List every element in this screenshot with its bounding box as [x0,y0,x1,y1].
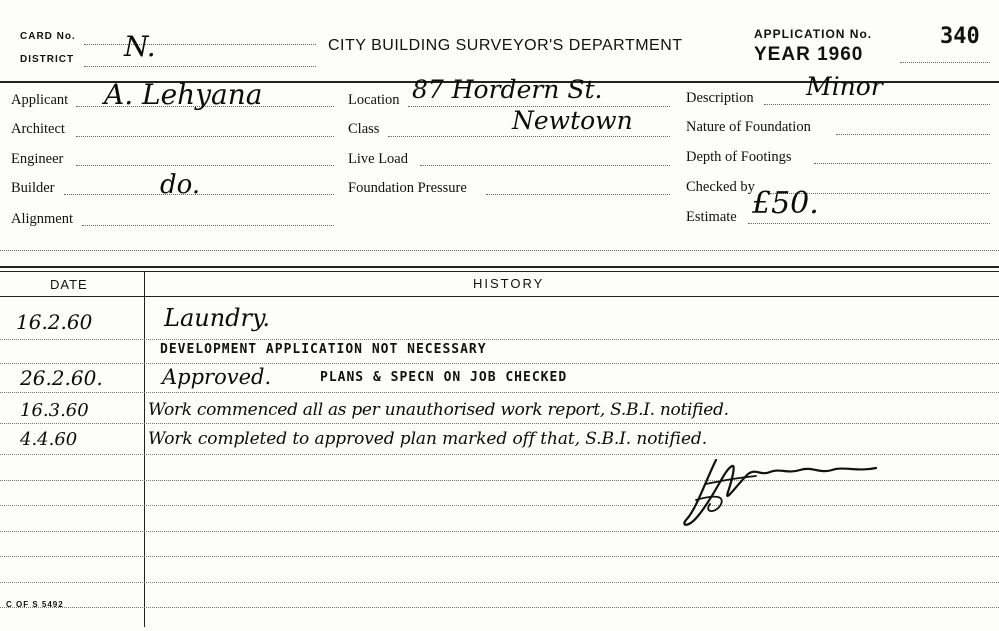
class-line [388,136,670,137]
description-line [764,104,990,105]
architect-label: Architect [11,121,65,137]
location-label: Location [348,92,400,108]
history-column-header: HISTORY [473,276,545,291]
history-row-2-stamp: DEVELOPMENT APPLICATION NOT NECESSARY [160,342,487,357]
department-title: CITY BUILDING SURVEYOR'S DEPARTMENT [328,37,683,54]
date-column-divider [144,272,145,627]
form-code: C OF S 5492 [6,600,64,609]
history-row-3-stamp: PLANS & SPECN ON JOB CHECKED [320,370,568,385]
history-row-5-entry: Work completed to approved plan marked off that, S.B.I. notified. [148,429,708,449]
history-line [0,531,999,532]
applicant-value: A. Lehyana [104,78,263,111]
history-line [0,607,999,608]
location-value-street: 87 Hordern St. [412,75,603,104]
application-label: APPLICATION No. [754,27,873,41]
application-no-line [900,62,990,63]
foundation-pressure-line [486,194,670,195]
history-row-1-entry: Laundry. [164,304,270,332]
year-label: YEAR 1960 [754,44,864,65]
history-row-1-date: 16.2.60 [16,310,93,334]
history-row-4-date: 16.3.60 [20,400,89,421]
history-line [0,363,999,364]
history-line [0,423,999,424]
date-column-header: DATE [50,277,88,292]
description-label: Description [686,90,754,106]
foundation-pressure-label: Foundation Pressure [348,180,467,196]
estimate-value: £50. [752,186,819,221]
history-row-4-entry: Work commenced all as per unauthorised work report, S.B.I. notified. [148,400,729,420]
district-value: N. [124,30,156,63]
engineer-label: Engineer [11,151,64,167]
estimate-line [748,223,990,224]
depth-footings-line [814,163,990,164]
engineer-line [76,165,334,166]
district-line [84,66,316,67]
history-row-3-entry: Approved. [162,365,272,389]
description-value: Minor [806,72,883,101]
architect-line [76,136,334,137]
fields-bottom-line [0,250,999,251]
depth-footings-label: Depth of Footings [686,149,792,165]
history-line [0,339,999,340]
nature-foundation-line [836,134,990,135]
history-row-5-date: 4.4.60 [20,429,78,450]
class-label: Class [348,121,380,137]
alignment-line [82,225,334,226]
card-no-line [84,44,316,45]
history-line [0,392,999,393]
builder-value: do. [160,170,201,200]
history-line [0,556,999,557]
card-number: 340 [940,24,980,49]
header-underline [0,296,999,297]
table-top-rule [0,266,999,268]
history-line [0,582,999,583]
builder-label: Builder [11,180,55,196]
alignment-label: Alignment [11,211,74,227]
applicant-label: Applicant [11,92,69,108]
checked-by-label: Checked by [686,179,755,195]
signature-image [676,450,896,530]
estimate-label: Estimate [686,209,737,225]
live-load-label: Live Load [348,151,408,167]
history-row-3-date: 26.2.60. [20,366,103,390]
nature-foundation-label: Nature of Foundation [686,119,811,135]
card-no-label: CARD No. [20,31,76,42]
table-top-rule-2 [0,271,999,272]
location-value-suburb: Newtown [512,106,633,135]
district-label: DISTRICT [20,54,75,65]
live-load-line [420,165,670,166]
